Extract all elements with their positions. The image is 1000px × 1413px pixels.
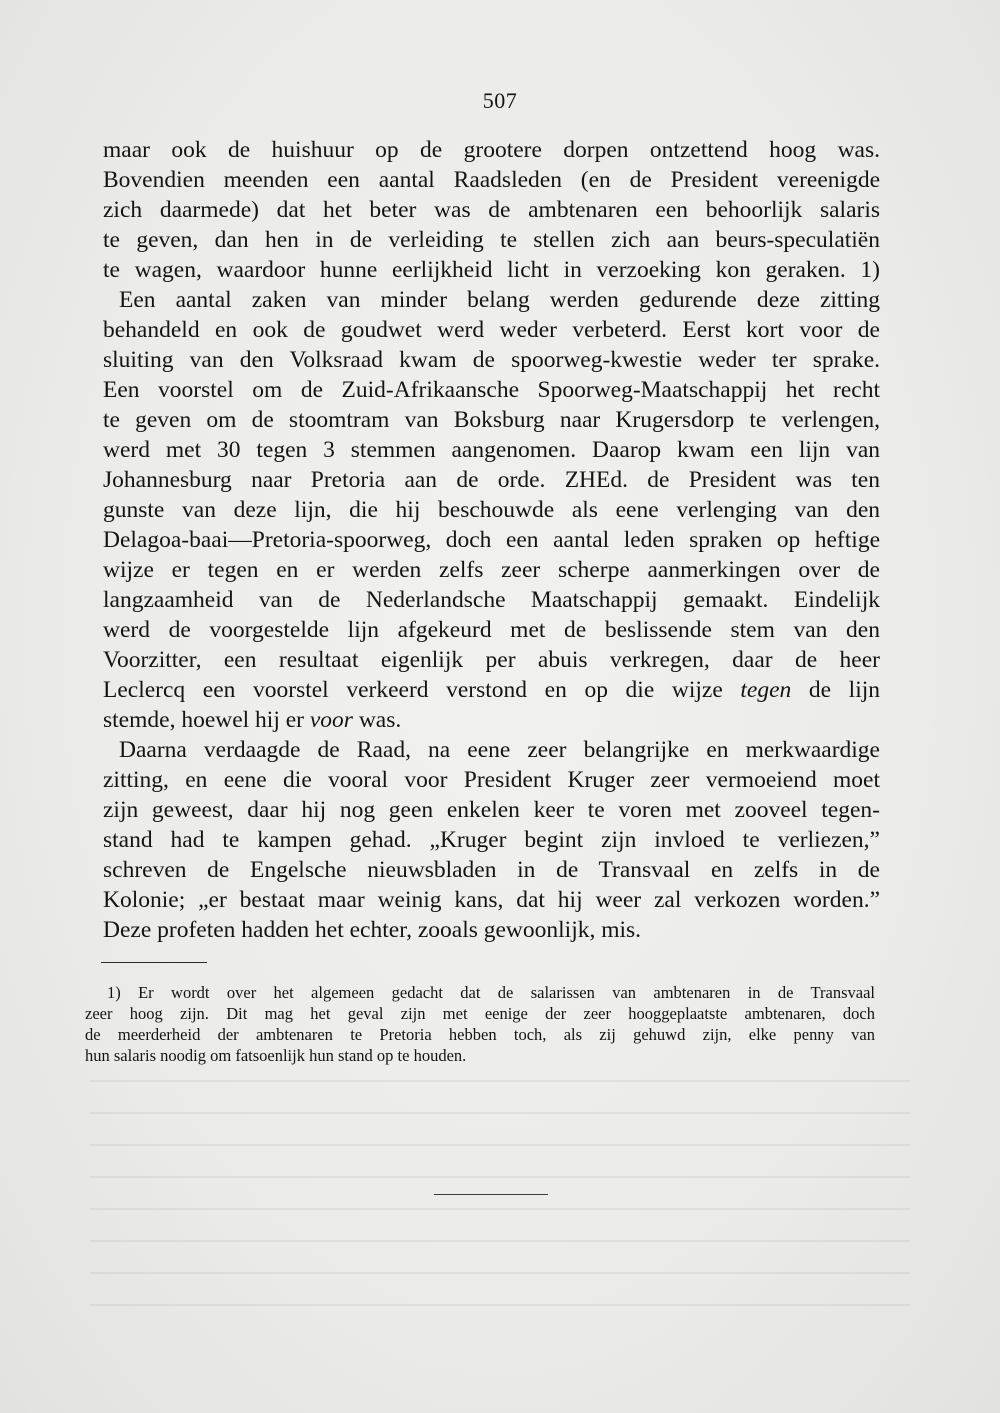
bleed-through-texture xyxy=(90,1060,910,1320)
footnote-line: de meerderheid der ambtenaren te Pretoria hebben toch, als zij gehuwd zijn, elke penny van xyxy=(85,1025,875,1044)
text-line: langzaamheid van de Nederlandsche Maatschappij gemaakt. Eindelijk xyxy=(103,587,880,613)
text-line: maar ook de huishuur op de grootere dorpen ontzettend hoog was. xyxy=(103,137,880,163)
text-line: werd met 30 tegen 3 stemmen aangenomen. Daarop kwam een lijn van xyxy=(103,437,880,463)
footnotes xyxy=(85,982,875,1066)
text-line: te wagen, waardoor hunne eerlijkheid licht in verzoeking kon geraken. 1) xyxy=(103,257,880,283)
main-text xyxy=(103,135,880,945)
text-line: schreven de Engelsche nieuwsbladen in de Transvaal en zelfs in de xyxy=(103,857,880,883)
text-line: te geven, dan hen in de verleiding te stellen zich aan beurs-speculatiën xyxy=(103,227,880,253)
text-line: sluiting van den Volksraad kwam de spoorweg-kwestie weder ter sprake. xyxy=(103,347,880,373)
text-line: behandeld en ook de goudwet werd weder verbeterd. Eerst kort voor de xyxy=(103,317,880,343)
text-segment: Leclercq een voorstel verkeerd verstond en op die wijze xyxy=(103,677,723,703)
text-line: gunste van deze lijn, die hij beschouwde als eene verlenging van den xyxy=(103,497,880,523)
text-line: Voorzitter, een resultaat eigenlijk per abuis verkregen, daar de heer xyxy=(103,647,880,673)
text-segment: was. xyxy=(352,707,402,733)
text-line-with-emphasis xyxy=(103,705,880,735)
text-line: Een voorstel om de Zuid-Afrikaansche Spoorweg-Maatschappij het recht xyxy=(103,377,880,403)
footnote-line: hun salaris noodig om fatsoenlijk hun stand op te houden. xyxy=(85,1046,467,1065)
emphasis-voor: voor xyxy=(309,707,353,733)
text-line: Deze profeten hadden het echter, zooals gewoonlijk, mis. xyxy=(103,917,642,943)
page-number: 507 xyxy=(482,88,518,113)
text-segment: de lijn xyxy=(791,677,880,703)
text-line: stand had te kampen gehad. „Kruger begint zijn invloed te verliezen,” xyxy=(103,827,880,853)
text-line: Delagoa-baai—Pretoria-spoorweg, doch een aantal leden spraken op heftige xyxy=(103,527,880,553)
emphasis-tegen: tegen xyxy=(740,677,792,703)
footnote-line: 1) Er wordt over het algemeen gedacht dat de salarissen van ambtenaren in de Transvaal xyxy=(107,983,875,1002)
text-line: zijn geweest, daar hij nog geen enkelen keer te voren met zooveel tegen- xyxy=(103,797,880,823)
bottom-divider xyxy=(434,1194,548,1195)
text-line: Johannesburg naar Pretoria aan de orde. ZHEd. de President was ten xyxy=(103,467,880,493)
text-line: wijze er tegen en er werden zelfs zeer scherpe aanmerkingen over de xyxy=(103,557,880,583)
text-segment: stemde, hoewel hij er xyxy=(103,707,304,733)
text-line: Bovendien meenden een aantal Raadsleden (en de President vereenigde xyxy=(103,167,880,193)
text-line: Kolonie; „er bestaat maar weinig kans, dat hij weer zal verkozen worden.” xyxy=(103,887,880,913)
text-line: werd de voorgestelde lijn afgekeurd met de beslissende stem van den xyxy=(103,617,880,643)
footnote-divider xyxy=(101,962,207,963)
text-line-with-emphasis xyxy=(103,675,880,705)
text-line: Een aantal zaken van minder belang werden gedurende deze zitting xyxy=(119,287,880,313)
text-line: te geven om de stoomtram van Boksburg naar Krugersdorp te verlengen, xyxy=(103,407,880,433)
text-line: zitting, en eene die vooral voor President Kruger zeer vermoeiend moet xyxy=(103,767,880,793)
footnote-line: zeer hoog zijn. Dit mag het geval zijn met eenige der zeer hooggeplaatste ambtenaren, doch xyxy=(85,1004,875,1023)
text-line: zich daarmede) dat het beter was de ambtenaren een behoorlijk salaris xyxy=(103,197,880,223)
text-line: Daarna verdaagde de Raad, na eene zeer belangrijke en merkwaardige xyxy=(119,737,880,763)
